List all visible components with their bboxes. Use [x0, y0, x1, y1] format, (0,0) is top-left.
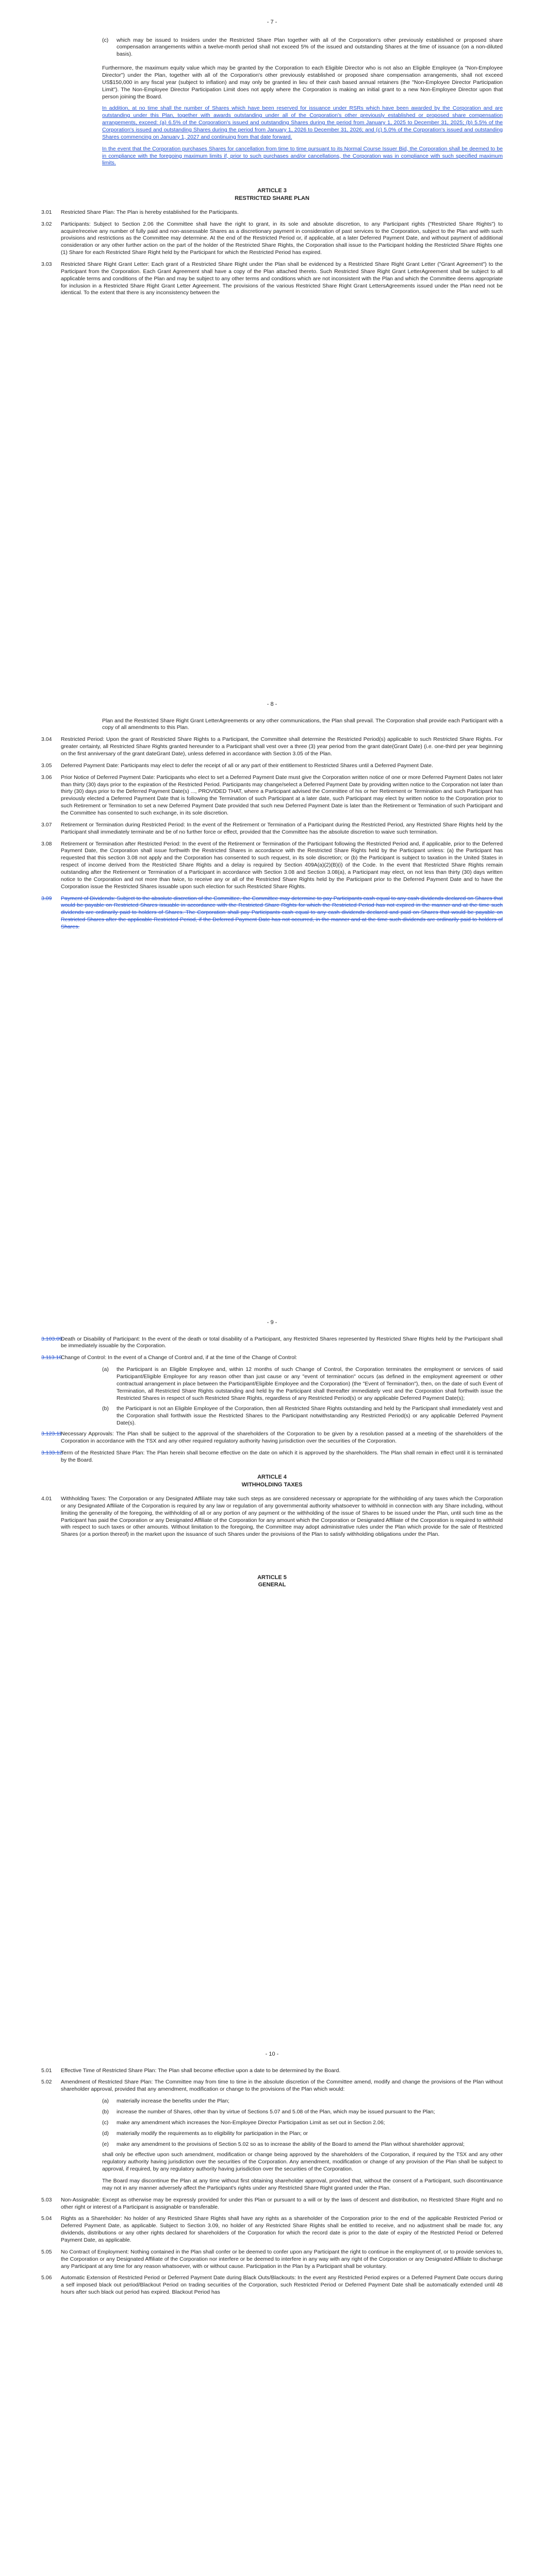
item-text: materially increase the benefits under the Plan; [117, 2098, 229, 2105]
section-3-07 [0, 822, 544, 836]
section-number: 3.07 [41, 821, 52, 828]
section-5-05 [0, 2249, 544, 2270]
section-number: 3.133.12 [41, 1449, 62, 1456]
page-7 [0, 19, 544, 301]
section-5-04 [0, 2215, 544, 2244]
section-text: Term of the Restricted Share Plan: The Plan herein shall become effective on the date on which it is approved by the shareholders. The Plan shall remain in effect until it is terminated by the Board. [61, 1449, 503, 1463]
section-3-11 [0, 1354, 544, 1362]
section-text: Prior Notice of Deferred Payment Date: Participants who elect to set a Deferred Payment Date must give the Corporation written notice of one or more Deferred Payment Dates not later than thirty (30) days prior to the expiration of the Restricted Period. Participants may change/select a Deferred Payment Date by providing written notice to the Corporation not later than thirty (30) days prior to the Deferred Payment Date(s) ..., PROVIDED THAT, where a Participant advised the Committee of his or her Retirement or Termination and such Participant has previously elected a Deferred Payment Date that is following the Termination of such Participant at a later date, such Participant may elect by written notice to the Corporation prior to such Retirement or Termination to set a new Deferred Payment Date provided that such new Deferred Payment Date is later than the Retirement or Termination of such Participant and the Committee has consented to such exchange, in its sole discretion. [61, 774, 503, 816]
page-number: - 8 - [267, 701, 277, 707]
paragraph-addition: In addition, at no time shall the number of Shares which have been reserved for issuance under RSRs which have been awarded by the Corporation and are outstanding under this Plan, together with awards outstanding under all of the Corporation's other previously established or proposed share compensation arrangements, exceed: (a) 6.5% of the Corporation's issued and outstanding Shares during the period from January 1, 2025 to December 31, 2025; (b) 5.5% of the Corporation's issued and outstanding Shares during the period from January 1, 2026 to December 31, 2026; and (c) 5.0% of the Corporation's issued and outstanding Shares commencing on January 1, 2027 and continuing from that date forward. [102, 105, 503, 140]
item-text: make any amendment which increases the Non-Employee Director Participation Limit as set out in Section 2.06; [117, 2119, 385, 2126]
section-3-04 [0, 736, 544, 758]
list-item [102, 2141, 503, 2148]
section-number: 3.06 [41, 774, 52, 781]
section-text: Restricted Period: Upon the grant of Restricted Share Rights to a Participant, the Committee shall determine the Restricted Period(s) applicable to such Restricted Share Rights. For greater certainty, all Restricted Share Rights granted hereunder to a Participant shall vest over a three (3) year period from the grant date(Grant Date) (i.e. one-third per year beginning on the first anniversary of the grant dateGrant Date), unless deferred in accordance with Section 3.05 of the Plan. [61, 736, 503, 757]
list-item [102, 37, 503, 59]
item-text: materially modify the requirements as to eligibility for participation in the Plan; or [117, 2130, 308, 2137]
paragraph-furthermore: Furthermore, the maximum equity value which may be granted by the Corporation to each Eligible Director who is not also an Eligible Employee (a "Non-Employee Director") under the Plan, together with all of the Corporation's other previously established or proposed share compensation arrangements, shall not exceed US$150,000 in any fiscal year (subject to inflation) and may only be granted in lieu of their cash based annual retainers (the "Non-Employee Director Participation Limit"). The Non-Employee Director Participation Limit does not apply where the Corporation is making an initial grant to a new Non-Employee Director upon that person joining the Board. [102, 65, 503, 100]
item-text: increase the number of Shares, other than by virtue of Sections 5.07 and 5.08 of the Plan, which may be issued pursuant to the Plan; [117, 2108, 435, 2115]
item-letter: (d) [102, 2130, 109, 2137]
section-3-02 [0, 221, 544, 257]
item-letter: (c) [102, 37, 109, 43]
list-item [102, 2130, 503, 2138]
section-5-03 [0, 2197, 544, 2211]
paragraph-lead: Plan and the Restricted Share Right Grant LetterAgreements or any other communications, the Plan shall prevail. The Corporation shall provide each Participant with a copy of all amendments to this Plan. [102, 717, 503, 731]
section-number: 4.01 [41, 1496, 52, 1502]
page-9 [0, 1319, 544, 1589]
section-text: Retirement or Termination after Restricted Period: In the event of the Retirement or Termination of the Participant following the Restricted Period and, if applicable, prior to the Deferred Payment Date, the Corporation shall issue forthwith the Restricted Shares in accordance with the Restricted Share Rights held by the Participant unless: (a) the Participant has requested that this section 3.08 not apply and the Corporation has consented to such request, in its sole discretion; or (b) the Participant is subject to taxation in the United States in respect of income derived from the Restricted Share Rights and a delay is required by Section 409A(a)(2)(B)(i) of the Code. In the event that Restricted Share Rights remain outstanding after the Retirement or Termination of a Participant in accordance with Section 3.08 and Section 3.08(a), a Participant may elect, on not less than thirty (30) days written notice to the Corporation and not more than twice, to receive any or all of the Restricted Share Rights held by the Participant prior to the Deferred Payment Date and to have the Corporation issue the Restricted Shares issuable upon such election for such Restricted Share Rights. [61, 840, 503, 890]
section-number: 3.113.10 [41, 1354, 62, 1361]
item-text: which may be issued to Insiders under the Restricted Share Plan together with all of the Corporation's other previously established or proposed share compensation arrangements within a twelve-month period shall not exceed 5% of the issued and outstanding Shares at the time of issuance (on a non-diluted basis). [117, 37, 503, 58]
section-text: Death or Disability of Participant: In the event of the death or total disability of a Participant, any Restricted Shares represented by Restricted Share Rights held by the Participant shall be immediately issuable by the Corporation. [61, 1335, 503, 1349]
section-5-01 [0, 2067, 544, 2075]
section-text: Deferred Payment Date: Participants may elect to defer the receipt of all or any part of their entitlement to Restricted Shares until a Deferred Payment Date. [61, 762, 433, 769]
section-text: Participants: Subject to Section 2.06 the Committee shall have the right to grant, in its sole and absolute discretion, to any Participant rights ("Restricted Share Rights") to acquire/receive any number of fully paid and non-assessable Shares as a discretionary payment in consideration of past services to the Corporation, subject to the Plan and with such provisions and restrictions as the Committee may determine. At the end of the Restricted Period or, if applicable, at a later Deferred Payment Date, and without payment of additional consideration or any other further action on the part of the holder of the Restricted Share Rights, the Corporation shall issue to the Participant holding the Restricted Share Rights one (1) Share for each Restricted Share Right held by the Participant for which the Restricted Period has expired. [61, 221, 503, 256]
section-number: 3.123.11 [41, 1430, 62, 1437]
list-item [102, 2098, 503, 2105]
section-text: Effective Time of Restricted Share Plan: The Plan shall become effective upon a date to be determined by the Board. [61, 2067, 341, 2074]
section-text: Amendment of Restricted Share Plan: The Committee may from time to time in the absolute discretion of the Committee amend, modify and change the provisions of the Plan without shareholder approval, provided that any amendment, modification or change to the provisions of the Plan which would: [61, 2079, 503, 2093]
section-number: 3.04 [41, 736, 52, 743]
section-3-01 [0, 209, 544, 216]
section-3-06 [0, 774, 544, 817]
section-3-12 [0, 1431, 544, 1445]
item-text: the Participant is not an Eligible Employee of the Corporation, then all Restricted Share Rights outstanding and held by the Participant shall immediately vest and the Corporation shall forthwith issue the Restricted Shares to the Participant notwithstanding any Restricted Period(s) or any applicable Deferred Payment Date(s). [117, 1405, 503, 1427]
section-3-13 [0, 1450, 544, 1464]
section-number: 5.03 [41, 2196, 52, 2203]
section-3-10 [0, 1336, 544, 1350]
section-5-02 [0, 2079, 544, 2093]
page-10 [0, 2050, 544, 2301]
section-text: Retirement or Termination during Restricted Period: In the event of the Retirement or Termination of a Participant during the Restricted Period, any Restricted Share Rights held by the Participant shall immediately terminate and be of no further force or effect, provided that the Committee has the absolute discretion to waive such termination. [61, 821, 503, 835]
section-number: 5.04 [41, 2215, 52, 2222]
section-5-06 [0, 2275, 544, 2296]
page-number: - 7 - [267, 19, 277, 25]
section-text: Withholding Taxes: The Corporation or any Designated Affiliate may take such steps as are considered necessary or appropriate for the withholding of any taxes which the Corporation or any Designated Affiliate of the Corporation is required by any law or regulation of any governmental authority whatsoever to withhold in connection with any Share including, without limiting the generality of the foregoing, the withholding of all or any portion of any payment or the withholding of the issue of Shares to be issued under the Plan, until such time as the Participant has paid the Corporation or any Designated Affiliate of the Corporation for any amount which the Corporation or Designated Affiliate of the Corporation is required to withhold with respect to such taxes or other amounts. Without limitation to the foregoing, the Committee may adopt administrative rules under the Plan which provide for the sale of Restricted Shares (or a portion thereof) in the market upon the issuance of such Shares under the provisions of the Plan to satisfy withholding obligations under the Plan. [61, 1496, 503, 1538]
paragraph-discontinue: The Board may discontinue the Plan at any time without first obtaining shareholder approval, provided that, without the consent of a Participant, such discontinuance may not in any manner adversely affect the Participant's rights under any Restricted Share Right granted under the Plan. [102, 2177, 503, 2191]
article-heading: ARTICLE 5 [257, 1574, 287, 1581]
section-number: 3.03 [41, 261, 52, 268]
section-number: 3.02 [41, 221, 52, 227]
section-text: Restricted Share Plan: The Plan is hereby established for the Participants. [61, 209, 239, 215]
section-text: Payment of Dividends: Subject to the absolute discretion of the Committee, the Committee may determine to pay Participants cash equal to any cash dividends declared on Shares that would be payable on Restricted Shares issuable in accordance with the Restricted Share Rights for which the Restricted Period has not expired in the manner and at the time such dividends are ordinarily paid to holders of Shares. The Corporation shall pay Participants cash equal to any cash dividends declared and paid on Shares that would be payable on Restricted Shares after the applicable Restricted Period, if the Deferred Payment Date has not occurred, in the manner and at the time such dividends are ordinarily paid to holders of Shares. [61, 895, 503, 930]
section-text: Restricted Share Right Grant Letter: Each grant of a Restricted Share Right under the Plan shall be evidenced by a Restricted Share Right Grant Letter ("Grant Agreement") to the Participant from the Corporation. Each Grant Agreement shall have a copy of the Plan attached thereto. Such Restricted Share Right Grant LetterAgreement shall be subject to all applicable terms and conditions of the Plan and may be subject to any other terms and conditions which are not inconsistent with the Plan and which the Committee deems appropriate for inclusion in a Restricted Share Right Grant Letter Agreement. The provisions of the various Restricted Share Right Grant LettersAgreements issued under the Plan need not be identical. To the extent that there is any inconsistency between the [61, 261, 503, 296]
article-heading: ARTICLE 3 [257, 188, 287, 194]
paragraph-nci-bid: In the event that the Corporation purchases Shares for cancellation from time to time pursuant to its Normal Course Issuer Bid, the Corporation shall be deemed to be in compliance with the foregoing maximum limits if, prior to such purchases and/or cancellations, the Corporation was in compliance with such specified maximum limits. [102, 145, 503, 166]
item-text: the Participant is an Eligible Employee and, within 12 months of such Change of Control, the Corporation terminates the employment or services of said Participant/Eligible Employee for any reason other than just cause or any "event of termination" occurs (as defined in the employment agreement or other contractual arrangement in place between the Participant/Eligible Employee and the Corporation) (the "Event of Termination"), then, on the date of such Event of Termination, all Restricted Share Rights outstanding and held by the Participant shall thereafter immediately vest and the Corporation shall forthwith issue the Restricted Shares in respect of such Restricted Share Rights, regardless of any Restricted Period(s) or any applicable Deferred Payment Date(s); [117, 1366, 503, 1401]
item-letter: (a) [102, 1366, 109, 1373]
article-title: WITHHOLDING TAXES [241, 1481, 303, 1488]
page-number: - 9 - [267, 1319, 277, 1326]
section-text: Change of Control: In the event of a Change of Control and, if at the time of the Change of Control: [61, 1354, 298, 1361]
paragraph-approval: shall only be effective upon such amendment, modification or change being approved by the shareholders of the Corporation, if required by the TSX and any other regulatory authority having jurisdiction over the securities of the Corporation. Any amendment, modification or change of any provision of the Plan shall be subject to approval, if required, by any regulatory authority having jurisdiction over the securities of the Corporation. [102, 2151, 503, 2173]
section-3-03 [0, 261, 544, 297]
section-text: No Contract of Employment: Nothing contained in the Plan shall confer or be deemed to confer upon any Participant the right to continue in the employment of, or to provide services to, the Corporation or any Designated Affiliate of the Corporation nor interfere or be deemed to interfere in any way with any right of the Corporation or any Designated Affiliate to discharge any Participant at any time for any reason whatsoever, with or without cause. Participation in the Plan by a Participant shall be voluntary. [61, 2248, 503, 2269]
list-item [102, 1405, 503, 1427]
article-heading: ARTICLE 4 [257, 1474, 287, 1481]
section-4-01 [0, 1496, 544, 1538]
section-number: 5.01 [41, 2067, 52, 2074]
page-8 [0, 701, 544, 936]
section-number: 3.08 [41, 840, 52, 847]
list-item [102, 2109, 503, 2116]
section-3-08 [0, 841, 544, 891]
section-text: Rights as a Shareholder: No holder of any Restricted Share Rights shall have any rights as a shareholder of the Corporation prior to the end of the applicable Restricted Period or Deferred Payment Date, as applicable. Subject to Section 3.09, no holder of any Restricted Share Rights shall be entitled to receive, and no adjustment shall be made for, any dividends, distributions or any other rights declared for shareholders of the Corporation for which the record date is prior to the date of expiry of the Restricted Period or Deferred Payment Date, as applicable. [61, 2215, 503, 2243]
article-title: RESTRICTED SHARE PLAN [235, 195, 309, 201]
item-text: make any amendment to the provisions of Section 5.02 so as to increase the ability of the Board to amend the Plan without shareholder approval; [117, 2141, 465, 2147]
section-number: 5.06 [41, 2275, 52, 2281]
section-text: Automatic Extension of Restricted Period or Deferred Payment Date during Black Outs/Blackouts: In the event any Restricted Period expires or a Deferred Payment Date occurs during a self imposed black out period/Blackout Period on trading securities of the Corporation, such Restricted Period or Deferred Payment Date shall be automatically extended until 48 hours after such black out period has expired. Blackout Period has [61, 2275, 503, 2296]
list-item [102, 2120, 503, 2127]
section-number: 3.103.09 [41, 1335, 62, 1342]
section-number: 3.01 [41, 209, 52, 215]
item-letter: (a) [102, 2098, 109, 2105]
page-number: - 10 - [265, 2051, 279, 2057]
section-number: 3.09 [41, 895, 52, 902]
section-number: 5.02 [41, 2079, 52, 2086]
section-text: Necessary Approvals: The Plan shall be subject to the approval of the shareholders of the Corporation to be given by a resolution passed at a meeting of the shareholders of the Corporation in accordance with the TSX and any other required regulatory authority having jurisdiction over the securities of the Corporation. [61, 1430, 503, 1444]
item-letter: (b) [102, 2108, 109, 2115]
item-letter: (b) [102, 1405, 109, 1412]
list-item [102, 1366, 503, 1402]
section-3-05 [0, 762, 544, 770]
section-3-09 [0, 895, 544, 931]
article-title: GENERAL [258, 1582, 286, 1588]
section-number: 5.05 [41, 2248, 52, 2255]
section-number: 3.05 [41, 762, 52, 769]
item-letter: (c) [102, 2119, 109, 2126]
section-text: Non-Assignable: Except as otherwise may be expressly provided for under this Plan or pursuant to a will or by the laws of descent and distribution, no Restricted Share Right and no other right or interest of a Participant is assignable or transferable. [61, 2196, 503, 2210]
item-letter: (e) [102, 2141, 109, 2147]
